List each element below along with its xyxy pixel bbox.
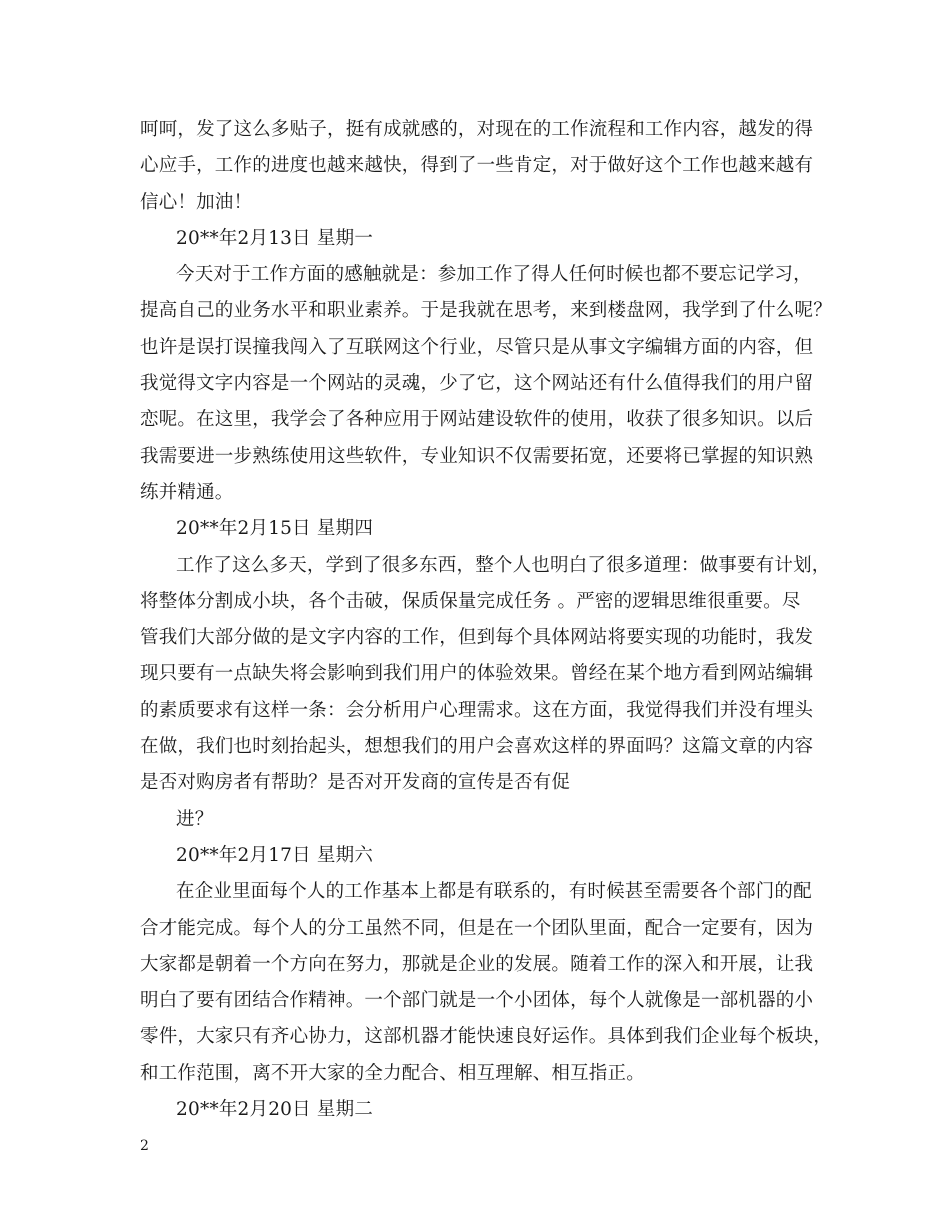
text-line: 信心！加油！ <box>140 191 253 213</box>
text-line: 的素质要求有这样一条：会分析用户心理需求。这在方面，我觉得我们并没有埋头 <box>140 699 814 721</box>
text-line: 管我们大部分做的是文字内容的工作，但到每个具体网站将要实现的功能时，我发 <box>140 627 814 649</box>
text-line: 练并精通。 <box>140 481 234 503</box>
text-line: 和工作范围，离不开大家的全力配合、相互理解、相互指正。 <box>140 1062 645 1084</box>
text-line: 心应手，工作的进度也越来越快，得到了一些肯定，对于做好这个工作也越来越有 <box>140 155 814 177</box>
page-number: 2 <box>140 1138 149 1154</box>
text-line: 明白了要有团结合作精神。一个部门就是一个小团体，每个人就像是一部机器的小 <box>140 990 814 1012</box>
text-line: 恋呢。在这里，我学会了各种应用于网站建设软件的使用，收获了很多知识。以后 <box>140 409 814 431</box>
text-line: 进？ <box>176 808 214 830</box>
text-line: 提高自己的业务水平和职业素养。于是我就在思考，来到楼盘网，我学到了什么呢？ <box>140 300 832 322</box>
text-line: 也许是误打误撞我闯入了互联网这个行业，尽管只是从事文字编辑方面的内容，但 <box>140 336 814 358</box>
text-line: 我需要进一步熟练使用这些软件，专业知识不仅需要拓宽，还要将已掌握的知识熟 <box>140 445 814 467</box>
date-heading: 20**年2月13日 星期一 <box>176 227 374 249</box>
paragraph-first-line: 在企业里面每个人的工作基本上都是有联系的，有时候甚至需要各个部门的配 <box>176 881 812 903</box>
date-heading: 20**年2月20日 星期二 <box>176 1099 374 1121</box>
text-line: 我觉得文字内容是一个网站的灵魂，少了它，这个网站还有什么值得我们的用户留 <box>140 373 814 395</box>
text-line: 将整体分割成小块，各个击破，保质保量完成任务 。严密的逻辑思维很重要。尽 <box>140 590 801 612</box>
paragraph-first-line: 今天对于工作方面的感触就是：参加工作了得人任何时候也都不要忘记学习， <box>176 264 812 286</box>
date-heading: 20**年2月17日 星期六 <box>176 844 374 866</box>
document-body <box>140 112 832 1128</box>
text-line: 是否对购房者有帮助？是否对开发商的宣传是否有促 <box>140 772 571 794</box>
text-line: 呵呵，发了这么多贴子，挺有成就感的，对现在的工作流程和工作内容，越发的得 <box>140 119 814 140</box>
text-line: 零件，大家只有齐心协力，这部机器才能快速良好运作。具体到我们企业每个板块， <box>140 1026 832 1048</box>
text-line: 在做，我们也时刻抬起头，想想我们的用户会喜欢这样的界面吗？这篇文章的内容 <box>140 736 814 758</box>
date-heading: 20**年2月15日 星期四 <box>176 518 374 540</box>
paragraph-first-line: 工作了这么多天，学到了很多东西，整个人也明白了很多道理：做事要有计划， <box>176 554 831 576</box>
text-line: 现只要有一点缺失将会影响到我们用户的体验效果。曾经在某个地方看到网站编辑 <box>140 663 814 685</box>
text-line: 大家都是朝着一个方向在努力，那就是企业的发展。随着工作的深入和开展，让我 <box>140 953 814 975</box>
text-line: 合才能完成。每个人的分工虽然不同，但是在一个团队里面，配合一定要有，因为 <box>140 917 814 939</box>
